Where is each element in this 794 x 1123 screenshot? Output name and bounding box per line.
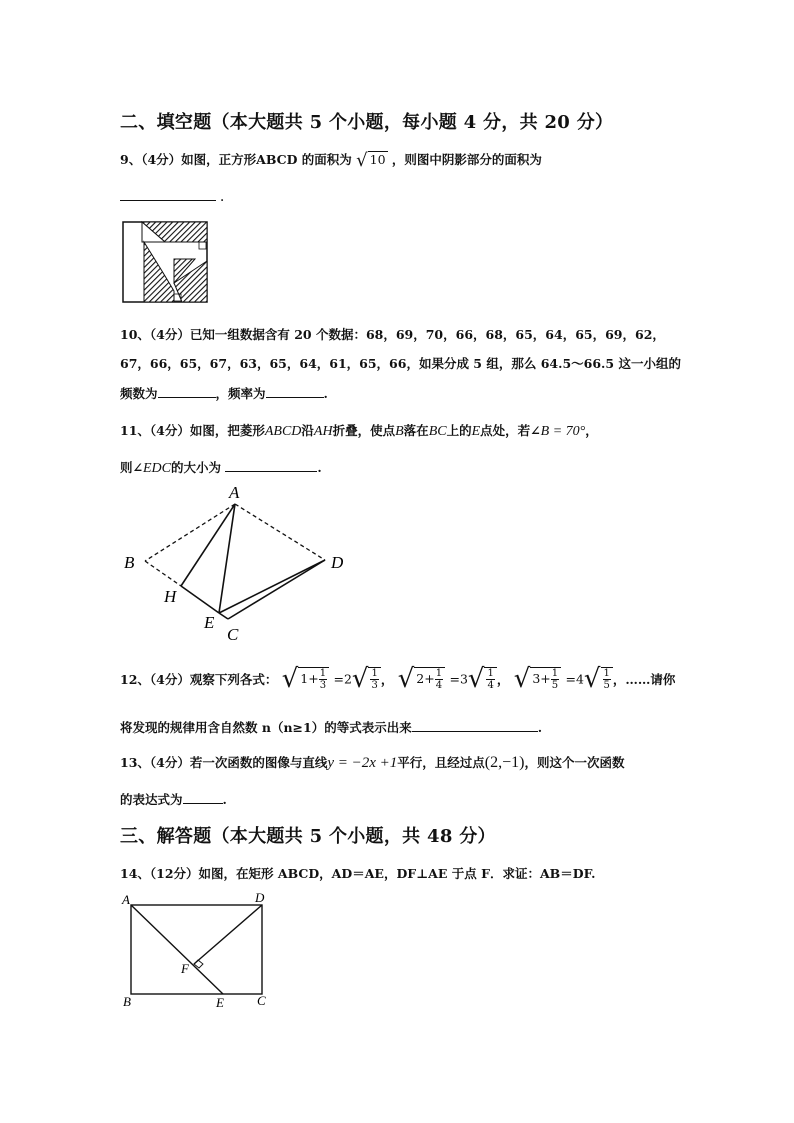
question-9	[120, 150, 542, 171]
q11-answer-blank[interactable]	[225, 459, 317, 472]
q14-rectangle-figure	[118, 890, 278, 1012]
fig14-label-a: A	[122, 892, 130, 907]
q10-line-1: 10、（4分）已知一组数据含有 20 个数据：68，69，70，66，68，65，64，65，69，62，	[120, 327, 665, 342]
fig14-label-d: D	[255, 890, 265, 905]
q12-expr-1: √ 1+ $\frac{1}{3}$	[282, 664, 329, 694]
fig11-label-h: H	[164, 587, 177, 606]
q12-line-2: 将发现的规律用含自然数 n（n≥1）的等式表示出来 .	[120, 720, 543, 735]
q13-answer-blank[interactable]	[183, 791, 223, 804]
fig11-label-a: A	[229, 483, 240, 502]
q10-line-2: 67，66，65，67，63，65，64，61，65，66，如果分成 5 组，那么 64.5～66.5 这一小组的	[120, 356, 681, 371]
q12-expr-2: √ 2+ $\frac{1}{4}$	[398, 664, 445, 694]
q14-text: 14、（12分）如图，在矩形 ABCD，AD＝AE，DF⊥AE 于点 F．求证：AB＝DF.	[120, 866, 596, 881]
section-heading-answers: 三、解答题（本大题共 5 个小题，共 48 分）	[120, 826, 496, 847]
fig11-label-c: C	[227, 625, 239, 644]
fig11-label-e: E	[204, 613, 215, 632]
q9-text-b: ，则图中阴影部分的面积为	[391, 152, 542, 167]
q12-answer-blank[interactable]	[412, 719, 538, 732]
q13-line-1: 13、（4分）若一次函数的图像与直线y = −2x +1平行，且经过点(2,−1)，则这个一次函数	[120, 754, 625, 771]
q9-text-a: 9、（4分）如图，正方形ABCD 的面积为	[120, 152, 352, 167]
q9-square-figure	[122, 221, 208, 303]
q12-line-1: 12、（4分）观察下列各式： √ 1+ $\frac{1}{3}$ =2√ $\frac{1}{3}$ ， √ 2+ $\frac{1}{4}$ =3√ $\frac{1}{4}$ ， √ 3+ $\frac{1}{5}$ =4√ $\frac{1}{5}$ ，……请你	[120, 664, 676, 694]
fig14-label-f: F	[181, 961, 189, 976]
q11-line-1: 11、（4分）如图，把菱形ABCD沿AH折叠，使点B落在BC上的E点处，若∠B = 70°，	[120, 423, 598, 439]
fig11-label-d: D	[331, 553, 344, 572]
q9-sqrt: √ 10	[356, 150, 386, 171]
q9-answer-blank[interactable]	[120, 188, 216, 201]
q11-line-2: 则∠EDC的大小为 .	[120, 460, 322, 476]
q10-frequency-blank[interactable]	[158, 385, 216, 398]
q12-expr-3: √ 3+ $\frac{1}{5}$	[514, 664, 561, 694]
q10-rate-blank[interactable]	[266, 385, 324, 398]
section-heading-fill-in: 二、填空题（本大题共 5 个小题，每小题 4 分，共 20 分）	[120, 112, 614, 133]
q11-rhombus-figure	[118, 480, 358, 650]
q13-line-2: 的表达式为 .	[120, 792, 227, 807]
fig11-label-b: B	[124, 553, 135, 572]
fig14-label-e: E	[216, 995, 224, 1010]
q9-answer-line: .	[120, 188, 224, 204]
q10-line-3: 频数为 ，频率为 .	[120, 386, 328, 401]
fig14-label-b: B	[123, 994, 131, 1009]
fig14-label-c: C	[257, 993, 266, 1008]
